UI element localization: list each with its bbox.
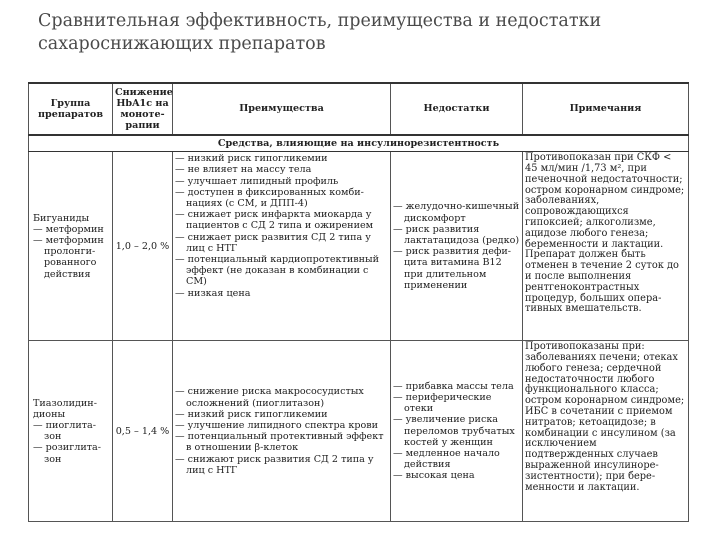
comparison-table-container	[28, 82, 692, 522]
disadvantage-item: — медленное начало действия	[393, 448, 520, 470]
advantage-item: — не влияет на массу тела	[175, 164, 388, 175]
header-notes: Примечания	[523, 83, 689, 135]
disadvantage-item: — высокая цена	[393, 470, 520, 481]
advantage-item: — снижение риска макрососудистых осложнений (пиоглитазон)	[175, 386, 388, 408]
advantages-cell	[173, 152, 391, 341]
advantage-item: — улучшение липидного спектра крови	[175, 420, 388, 431]
advantage-item: — низкий риск гипогликемии	[175, 409, 388, 420]
disadvantage-item: — риск развития дефицита витамина В12 при длительном применении	[393, 246, 520, 291]
disadvantages-cell	[391, 341, 523, 522]
disadvantage-item: — желудочно-кишечный дискомфорт	[393, 201, 520, 223]
advantage-item: — низкая цена	[175, 288, 388, 299]
disadvantage-item: — периферические отеки	[393, 392, 520, 414]
section-row	[29, 135, 689, 152]
table-row	[29, 152, 689, 341]
header-advantages: Преимущества	[173, 83, 391, 135]
group-items	[33, 224, 110, 280]
advantage-item: — низкий риск гипогликемии	[175, 153, 388, 164]
advantage-item: — улучшает липидный профиль	[175, 176, 388, 187]
advantage-item: — снижает риск развития СД 2 типа у лиц с НТГ	[175, 232, 388, 254]
disadvantage-item: — риск развития лактатацидоза (редко)	[393, 224, 520, 246]
disadvantage-item: — увеличение риска переломов трубчатых костей у женщин	[393, 414, 520, 448]
group-item: — метформин	[33, 224, 110, 235]
group-name: Бигуаниды	[33, 212, 90, 224]
comparison-table	[28, 82, 689, 522]
advantages-cell	[173, 341, 391, 522]
group-items	[33, 420, 110, 465]
advantage-item: — снижает риск инфаркта миокарда у пациентов с СД 2 типа и ожирением	[175, 209, 388, 231]
disadvantage-item: — прибавка массы тела	[393, 381, 520, 392]
group-cell	[29, 341, 113, 522]
hba1c-cell: 0,5 – 1,4 %	[113, 341, 173, 522]
disadvantages-cell	[391, 152, 523, 341]
header-disadvantages: Недостатки	[391, 83, 523, 135]
table-row	[29, 341, 689, 522]
header-group: Группа препаратов	[29, 83, 113, 135]
group-item: — метформин пролонгированного действия	[33, 235, 110, 280]
advantage-item: — потенциальный протективный эффект в отношении β-клеток	[175, 431, 388, 453]
slide-title: Сравнительная эффективность, преимущества и недостатки сахароснижающих препаратов	[38, 11, 602, 54]
advantage-item: — снижают риск развития СД 2 типа у лиц с НТГ	[175, 454, 388, 476]
group-item: — пиоглитазон	[33, 420, 110, 442]
header-row	[29, 83, 689, 135]
notes-cell: Противопоказан при СКФ < 45 мл/мин /1,73 м², при печеночной недостаточности; остром коронарном синдроме; заболеваниях, сопровождающихся гипоксией; алкоголизме, ацидозе любого генеза; беременности и лактации. Препарат должен быть отменен в течение 2 суток до и после выполнения рентгеноконтрастных процедур, больших оперативных вмешательств.	[523, 152, 689, 341]
group-item: — розиглитазон	[33, 442, 110, 464]
group-name: Тиазолидиндионы	[33, 397, 97, 420]
hba1c-cell: 1,0 – 2,0 %	[113, 152, 173, 341]
header-hba1c: Снижение HbA1c на монотерапии	[113, 83, 173, 135]
section-title: Средства, влияющие на инсулинорезистентность	[29, 135, 689, 152]
notes-cell: Противопоказаны при: заболеваниях печени; отеках любого генеза; сердечной недостаточности любого функционального класса; остром коронарном синдроме; ИБС в сочетании с приемом нитратов; кетоацидозе; в комбинации с инсулином (за исключением подтвержденных случаев выраженной инсулинорезистентности); при беременности и лактации.	[523, 341, 689, 522]
advantage-item: — потенциальный кардиопротективный эффект (не доказан в комбинации с СМ)	[175, 254, 388, 288]
group-cell	[29, 152, 113, 341]
advantage-item: — доступен в фиксированных комбинациях (с СМ, и ДПП-4)	[175, 187, 388, 209]
